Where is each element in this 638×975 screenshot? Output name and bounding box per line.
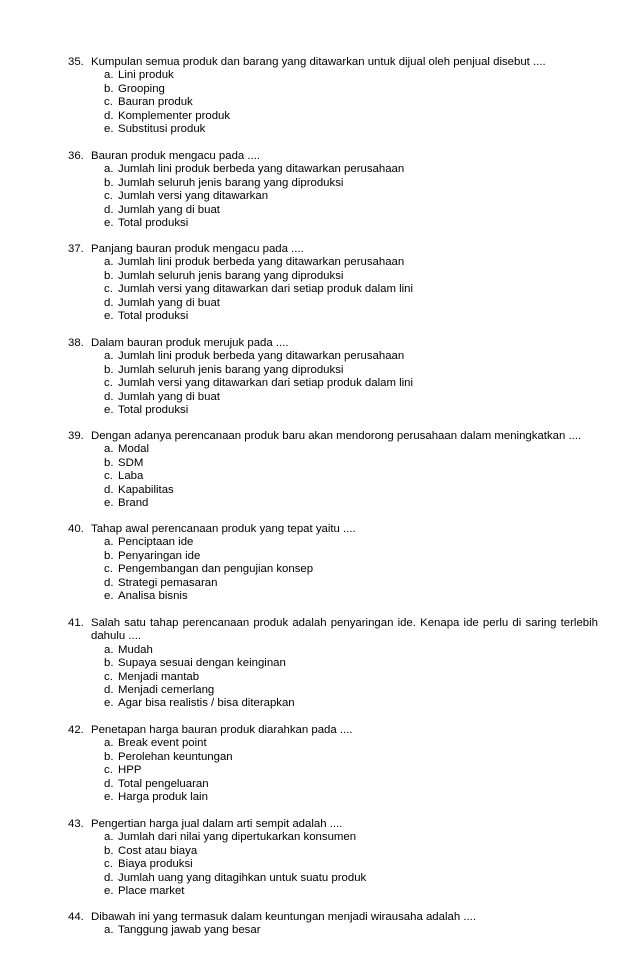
option-text: Lini produk xyxy=(118,69,174,82)
question-number: 35. xyxy=(68,56,84,68)
option-text: Total produksi xyxy=(118,217,189,230)
answer-option xyxy=(104,563,598,576)
option-letter: e. xyxy=(104,590,114,603)
question-38 xyxy=(68,337,598,417)
option-letter: b. xyxy=(104,844,114,857)
option-text: Penciptaan ide xyxy=(118,536,194,549)
option-letter: e. xyxy=(104,885,114,898)
option-text: Menjadi cemerlang xyxy=(118,684,215,697)
option-text: Menjadi mantab xyxy=(118,670,200,683)
question-text: Dibawah ini yang termasuk dalam keuntungan menjadi wirausaha adalah .... xyxy=(91,911,476,923)
option-letter: d. xyxy=(104,576,114,589)
answer-option xyxy=(104,163,598,176)
answer-option xyxy=(104,310,598,323)
option-text: Biaya produksi xyxy=(118,858,193,871)
option-letter: c. xyxy=(104,470,113,483)
answer-option xyxy=(104,404,598,417)
option-letter: b. xyxy=(104,750,114,763)
option-text: Brand xyxy=(118,497,149,510)
answer-option xyxy=(104,377,598,390)
question-number: 42. xyxy=(68,724,84,736)
question-stem xyxy=(68,911,598,924)
option-text: Harga produk lain xyxy=(118,791,208,804)
answer-option xyxy=(104,497,598,510)
question-stem xyxy=(68,150,598,163)
option-text: Bauran produk xyxy=(118,96,193,109)
answer-options xyxy=(68,163,598,230)
option-text: Jumlah lini produk berbeda yang ditawarkan perusahaan xyxy=(118,350,405,363)
answer-option xyxy=(104,697,598,710)
option-text: Penyaringan ide xyxy=(118,549,201,562)
answer-option xyxy=(104,256,598,269)
option-text: Jumlah versi yang ditawarkan dari setiap produk dalam lini xyxy=(118,283,414,296)
option-letter: a. xyxy=(104,737,114,750)
question-stem xyxy=(68,337,598,350)
answer-options xyxy=(68,69,598,136)
option-letter: e. xyxy=(104,310,114,323)
answer-option xyxy=(104,217,598,230)
option-text: Jumlah yang di buat xyxy=(118,390,220,403)
option-letter: b. xyxy=(104,363,114,376)
option-letter: c. xyxy=(104,858,113,871)
option-letter: d. xyxy=(104,684,114,697)
answer-option xyxy=(104,831,598,844)
answer-option xyxy=(104,764,598,777)
option-text: Jumlah seluruh jenis barang yang diproduksi xyxy=(118,363,344,376)
question-stem xyxy=(68,617,598,644)
answer-option xyxy=(104,204,598,217)
option-text: Laba xyxy=(118,470,144,483)
option-text: Modal xyxy=(118,443,150,456)
answer-options xyxy=(68,536,598,603)
question-number: 38. xyxy=(68,337,84,349)
question-36 xyxy=(68,150,598,230)
answer-options xyxy=(68,350,598,417)
option-letter: a. xyxy=(104,643,114,656)
option-text: Cost atau biaya xyxy=(118,844,198,857)
question-35 xyxy=(68,56,598,136)
option-text: Total produksi xyxy=(118,404,189,417)
option-letter: b. xyxy=(104,176,114,189)
answer-option xyxy=(104,391,598,404)
option-text: Analisa bisnis xyxy=(118,590,188,603)
option-text: Pengembangan dan pengujian konsep xyxy=(118,563,314,576)
question-stem xyxy=(68,430,598,443)
option-letter: a. xyxy=(104,831,114,844)
question-40 xyxy=(68,523,598,603)
question-number: 39. xyxy=(68,430,84,442)
answer-option xyxy=(104,83,598,96)
answer-option xyxy=(104,484,598,497)
option-text: Jumlah seluruh jenis barang yang diproduksi xyxy=(118,269,344,282)
option-letter: c. xyxy=(104,764,113,777)
question-number: 41. xyxy=(68,617,84,629)
question-stem xyxy=(68,523,598,536)
option-letter: c. xyxy=(104,283,113,296)
question-text: Tahap awal perencanaan produk yang tepat yaitu .... xyxy=(91,523,356,535)
option-text: Total pengeluaran xyxy=(118,777,209,790)
answer-option xyxy=(104,190,598,203)
option-letter: d. xyxy=(104,871,114,884)
option-letter: b. xyxy=(104,456,114,469)
question-text: Panjang bauran produk mengacu pada .... xyxy=(91,243,304,255)
option-text: Supaya sesuai dengan keinginan xyxy=(118,657,286,670)
option-letter: d. xyxy=(104,390,114,403)
answer-option xyxy=(104,644,598,657)
answer-option xyxy=(104,737,598,750)
option-letter: a. xyxy=(104,69,114,82)
answer-option xyxy=(104,885,598,898)
option-text: Break event point xyxy=(118,737,207,750)
answer-option xyxy=(104,297,598,310)
option-letter: d. xyxy=(104,203,114,216)
option-letter: e. xyxy=(104,791,114,804)
answer-option xyxy=(104,270,598,283)
answer-option xyxy=(104,96,598,109)
option-letter: e. xyxy=(104,217,114,230)
option-text: Strategi pemasaran xyxy=(118,576,218,589)
answer-options xyxy=(68,644,598,711)
option-text: Jumlah uang yang ditagihkan untuk suatu produk xyxy=(118,871,367,884)
answer-option xyxy=(104,470,598,483)
option-letter: d. xyxy=(104,777,114,790)
answer-option xyxy=(104,924,598,937)
option-letter: a. xyxy=(104,443,114,456)
answer-option xyxy=(104,443,598,456)
option-text: Komplementer produk xyxy=(118,109,231,122)
answer-option xyxy=(104,123,598,136)
option-letter: b. xyxy=(104,269,114,282)
option-letter: a. xyxy=(104,924,114,937)
option-letter: d. xyxy=(104,296,114,309)
question-number: 37. xyxy=(68,243,84,255)
option-letter: c. xyxy=(104,670,113,683)
answer-option xyxy=(104,577,598,590)
question-text: Dengan adanya perencanaan produk baru akan mendorong perusahaan dalam meningkatkan .... xyxy=(91,430,582,442)
question-stem xyxy=(68,56,598,69)
option-text: Jumlah yang di buat xyxy=(118,296,220,309)
option-text: HPP xyxy=(118,764,142,777)
answer-option xyxy=(104,69,598,82)
option-text: Jumlah lini produk berbeda yang ditawarkan perusahaan xyxy=(118,163,405,176)
option-text: Agar bisa realistis / bisa diterapkan xyxy=(118,697,295,710)
option-text: Jumlah lini produk berbeda yang ditawarkan perusahaan xyxy=(118,256,405,269)
option-text: Place market xyxy=(118,885,185,898)
option-letter: b. xyxy=(104,549,114,562)
answer-option xyxy=(104,858,598,871)
question-41 xyxy=(68,617,598,711)
answer-option xyxy=(104,536,598,549)
option-letter: d. xyxy=(104,483,114,496)
question-44 xyxy=(68,911,598,938)
answer-option xyxy=(104,671,598,684)
question-stem xyxy=(68,724,598,737)
option-letter: a. xyxy=(104,536,114,549)
question-37 xyxy=(68,243,598,323)
answer-option xyxy=(104,550,598,563)
question-text: Bauran produk mengacu pada .... xyxy=(91,150,261,162)
option-text: Kapabilitas xyxy=(118,483,174,496)
option-letter: b. xyxy=(104,657,114,670)
question-number: 36. xyxy=(68,150,84,162)
option-text: Jumlah versi yang ditawarkan dari setiap produk dalam lini xyxy=(118,377,414,390)
option-letter: e. xyxy=(104,497,114,510)
option-letter: d. xyxy=(104,109,114,122)
answer-option xyxy=(104,177,598,190)
answer-option xyxy=(104,364,598,377)
option-text: Jumlah dari nilai yang dipertukarkan konsumen xyxy=(118,831,357,844)
question-43 xyxy=(68,818,598,898)
option-text: SDM xyxy=(118,456,144,469)
question-39 xyxy=(68,430,598,510)
answer-option xyxy=(104,657,598,670)
answer-option xyxy=(104,845,598,858)
option-text: Perolehan keuntungan xyxy=(118,750,233,763)
answer-options xyxy=(68,737,598,804)
answer-option xyxy=(104,684,598,697)
option-text: Tanggung jawab yang besar xyxy=(118,924,261,937)
answer-options xyxy=(68,924,598,937)
option-text: Total produksi xyxy=(118,310,189,323)
option-letter: a. xyxy=(104,256,114,269)
question-stem xyxy=(68,243,598,256)
answer-option xyxy=(104,283,598,296)
option-letter: c. xyxy=(104,377,113,390)
option-letter: c. xyxy=(104,96,113,109)
answer-options xyxy=(68,443,598,510)
answer-option xyxy=(104,791,598,804)
option-letter: e. xyxy=(104,404,114,417)
answer-option xyxy=(104,751,598,764)
option-letter: c. xyxy=(104,563,113,576)
option-letter: a. xyxy=(104,350,114,363)
option-letter: b. xyxy=(104,82,114,95)
option-letter: e. xyxy=(104,697,114,710)
question-text: Penetapan harga bauran produk diarahkan pada .... xyxy=(91,724,353,736)
option-text: Jumlah yang di buat xyxy=(118,203,220,216)
answer-option xyxy=(104,778,598,791)
question-text: Kumpulan semua produk dan barang yang ditawarkan untuk dijual oleh penjual disebut .... xyxy=(91,56,546,68)
question-number: 44. xyxy=(68,911,84,923)
answer-option xyxy=(104,590,598,603)
question-text: Pengertian harga jual dalam arti sempit adalah .... xyxy=(91,818,343,830)
option-text: Jumlah versi yang ditawarkan xyxy=(118,190,269,203)
option-letter: c. xyxy=(104,190,113,203)
option-letter: e. xyxy=(104,123,114,136)
question-42 xyxy=(68,724,598,804)
question-number: 43. xyxy=(68,818,84,830)
answer-option xyxy=(104,457,598,470)
question-text: Salah satu tahap perencanaan produk adalah penyaringan ide. Kenapa ide perlu di saring terlebih dahulu .... xyxy=(91,617,598,643)
question-stem xyxy=(68,818,598,831)
option-text: Substitusi produk xyxy=(118,123,206,136)
question-text: Dalam bauran produk merujuk pada .... xyxy=(91,337,289,349)
answer-option xyxy=(104,350,598,363)
answer-option xyxy=(104,110,598,123)
option-text: Mudah xyxy=(118,643,153,656)
option-text: Jumlah seluruh jenis barang yang diproduksi xyxy=(118,176,344,189)
answer-options xyxy=(68,256,598,323)
option-text: Grooping xyxy=(118,82,165,95)
answer-option xyxy=(104,872,598,885)
option-letter: a. xyxy=(104,163,114,176)
question-number: 40. xyxy=(68,523,84,535)
answer-options xyxy=(68,831,598,898)
